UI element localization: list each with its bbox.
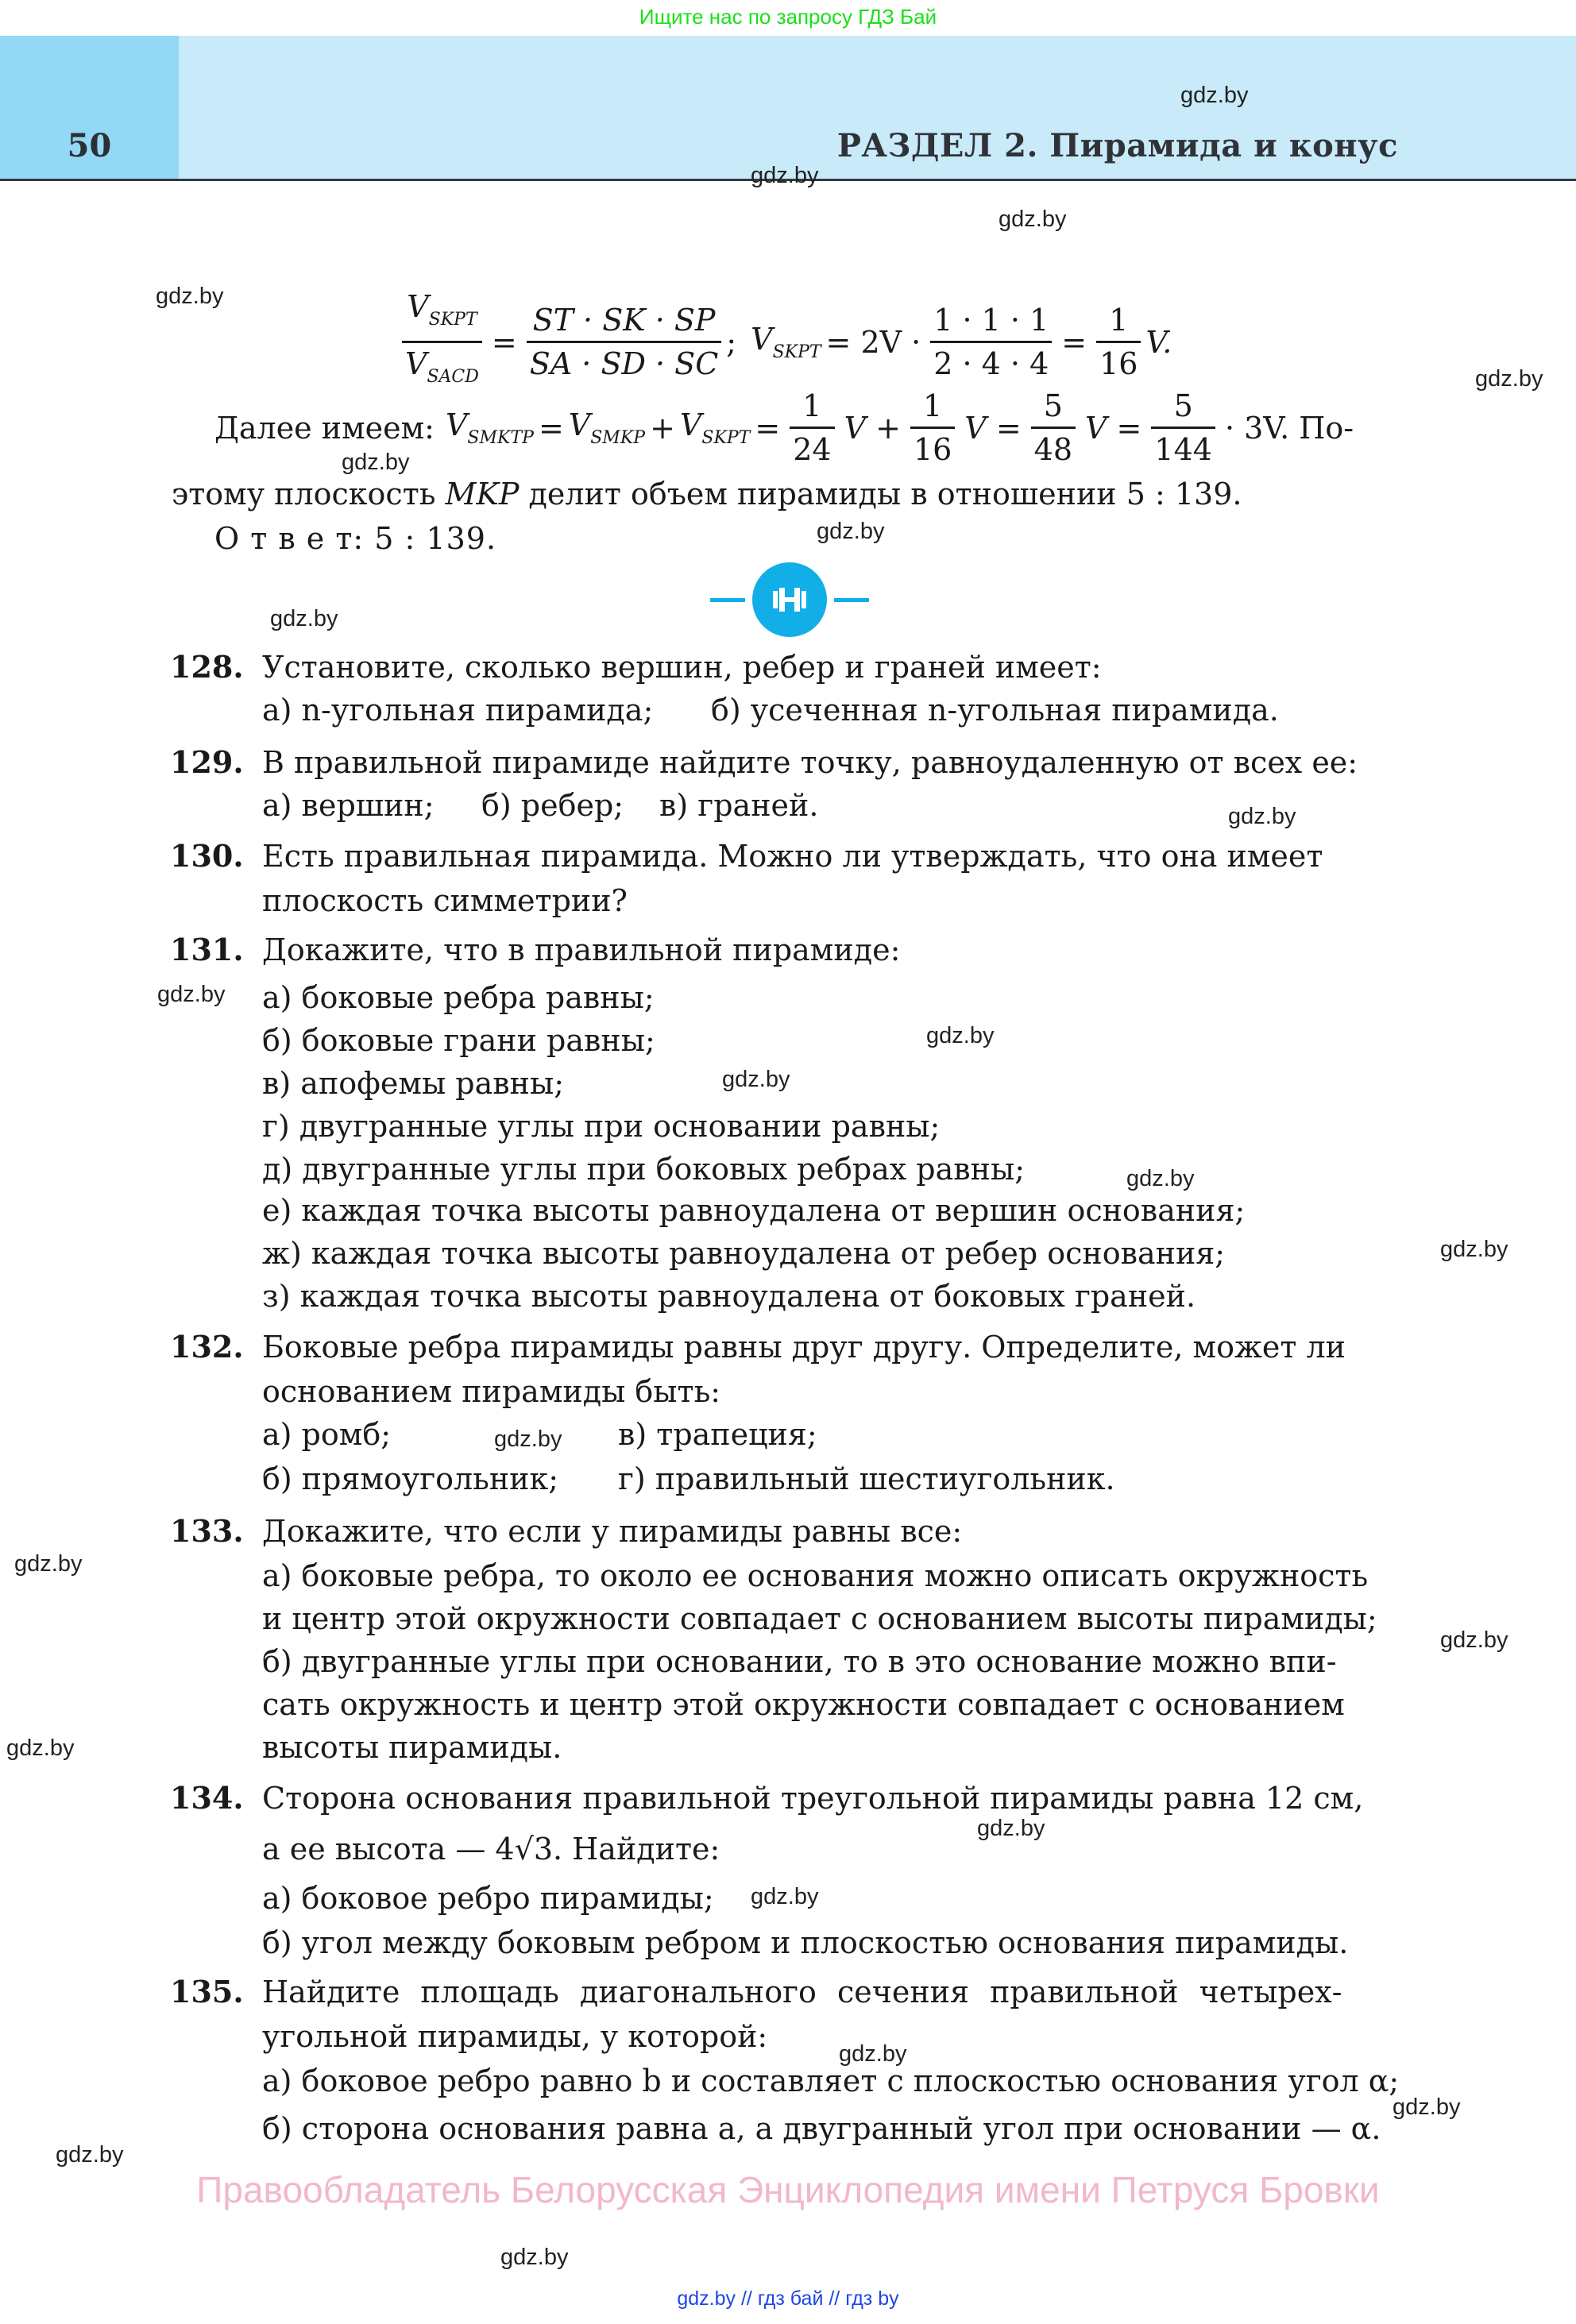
problem-part: г) правильный шестиугольник. bbox=[618, 1461, 1115, 1496]
problem-part: и центр этой окружности совпадает с основанием высоты пирамиды; bbox=[262, 1601, 1377, 1636]
subscript: SKPT bbox=[701, 428, 751, 448]
var-v: V bbox=[407, 289, 429, 324]
problem-text: угольной пирамиды, у которой: bbox=[262, 2019, 768, 2054]
problem-part: а) n-угольная пирамида; bbox=[262, 693, 654, 728]
denominator: 48 bbox=[1031, 427, 1076, 469]
numerator: 1 · 1 · 1 bbox=[933, 303, 1049, 338]
problem-part: е) каждая точка высоты равноудалена от вершин основания; bbox=[262, 1193, 1246, 1228]
problem-part: в) граней. bbox=[659, 788, 819, 823]
problem-part: а) боковые ребра, то около ее основания можно описать окружность bbox=[262, 1558, 1369, 1593]
var-v: V bbox=[568, 407, 591, 442]
watermark: gdz.by bbox=[1126, 1166, 1195, 1191]
numerator: 5 bbox=[1173, 388, 1193, 423]
problem-part: д) двугранные углы при боковых ребрах равны; bbox=[262, 1152, 1026, 1187]
problem-text: Докажите, что если у пирамиды равны все: bbox=[262, 1514, 963, 1549]
formula-tail: V. bbox=[1145, 324, 1172, 360]
subscript: SMKP bbox=[590, 428, 646, 448]
equals-sign: = bbox=[491, 324, 517, 360]
subscript: SKPT bbox=[428, 310, 477, 330]
equals-sign: = bbox=[755, 410, 781, 446]
fraction bbox=[910, 387, 955, 469]
watermark: gdz.by bbox=[817, 519, 885, 544]
formula-volume-ratio bbox=[397, 288, 1172, 396]
watermark: gdz.by bbox=[494, 1426, 562, 1452]
plane-label: MKP bbox=[445, 477, 520, 512]
lead-text: Далее имеем: bbox=[214, 410, 435, 446]
subscript: SACD bbox=[427, 367, 479, 387]
problem-number: 132. bbox=[170, 1329, 244, 1365]
var-v: V bbox=[679, 407, 702, 442]
page-number: 50 bbox=[67, 127, 112, 164]
problem-part: б) боковые грани равны; bbox=[262, 1023, 655, 1058]
plus-sign: + bbox=[650, 410, 675, 446]
problem-part: з) каждая точка высоты равноудалена от боковых граней. bbox=[262, 1279, 1196, 1314]
divider-line bbox=[710, 598, 745, 602]
fraction-result bbox=[1096, 301, 1141, 383]
watermark: gdz.by bbox=[839, 2041, 907, 2067]
search-hint-banner: Ищите нас по запросу ГДЗ Бай bbox=[639, 5, 937, 29]
problem-part: а) боковые ребра равны; bbox=[262, 980, 655, 1015]
text: этому плоскость bbox=[172, 477, 436, 512]
watermark: gdz.by bbox=[751, 1884, 819, 1909]
numerator: 5 bbox=[1043, 388, 1063, 423]
problem-text: В правильной пирамиде найдите точку, равноудаленную от всех ее: bbox=[262, 745, 1358, 780]
problem-number: 129. bbox=[170, 744, 244, 780]
fraction bbox=[1151, 387, 1215, 469]
denominator: 144 bbox=[1151, 427, 1215, 469]
watermark: gdz.by bbox=[926, 1023, 995, 1048]
problem-text: Есть правильная пирамида. Можно ли утверждать, что она имеет bbox=[262, 839, 1323, 874]
problem-text: плоскость симметрии? bbox=[262, 883, 628, 918]
page-header bbox=[0, 36, 1576, 180]
denominator: 16 bbox=[1096, 341, 1141, 383]
problem-number: 131. bbox=[170, 932, 244, 967]
watermark: gdz.by bbox=[342, 450, 410, 475]
problem-text: Боковые ребра пирамиды равны друг другу. Определите, может ли bbox=[262, 1330, 1346, 1365]
problem-part: б) усеченная n-угольная пирамида. bbox=[711, 693, 1279, 728]
problem-number: 133. bbox=[170, 1513, 244, 1549]
term: V = bbox=[964, 410, 1022, 446]
watermark: gdz.by bbox=[751, 163, 819, 188]
fraction-volume-ratio bbox=[402, 288, 482, 396]
problem-text: Докажите, что в правильной пирамиде: bbox=[262, 932, 901, 967]
numerator: 1 bbox=[802, 388, 822, 423]
subscript: SKPT bbox=[772, 342, 821, 362]
problem-part: б) ребер; bbox=[481, 788, 624, 823]
fraction-edge-ratio bbox=[527, 301, 722, 383]
watermark: gdz.by bbox=[977, 1816, 1045, 1841]
var-v: V bbox=[751, 322, 773, 357]
watermark: gdz.by bbox=[999, 207, 1067, 232]
problem-number: 130. bbox=[170, 838, 244, 874]
numerator: 1 bbox=[923, 388, 943, 423]
fraction-product bbox=[930, 301, 1052, 383]
dumbbell-icon bbox=[752, 562, 827, 637]
watermark: gdz.by bbox=[6, 1735, 75, 1761]
watermark: gdz.by bbox=[14, 1551, 83, 1577]
problem-part: сать окружность и центр этой окружности совпадает с основанием bbox=[262, 1687, 1345, 1722]
problem-text: Сторона основания правильной треугольной пирамиды равна 12 см, bbox=[262, 1781, 1364, 1816]
problem-number: 128. bbox=[170, 649, 244, 685]
term: · 3V. По- bbox=[1224, 410, 1354, 446]
problem-part: а) вершин; bbox=[262, 788, 435, 823]
problem-part: а) ромб; bbox=[262, 1417, 392, 1452]
watermark: gdz.by bbox=[500, 2245, 569, 2270]
problem-part: б) сторона основания равна a, а двугранный угол при основании — α. bbox=[262, 2111, 1381, 2146]
term: V = bbox=[1085, 410, 1142, 446]
expression: = 2V · bbox=[825, 324, 921, 360]
copyright-notice: Правообладатель Белорусская Энциклопедия имени Петруся Бровки bbox=[196, 2169, 1380, 2210]
numerator: 1 bbox=[1109, 303, 1129, 338]
problem-text: Установите, сколько вершин, ребер и граней имеет: bbox=[262, 650, 1102, 685]
watermark: gdz.by bbox=[270, 606, 338, 631]
text: делит объем пирамиды в отношении 5 : 139. bbox=[528, 477, 1242, 512]
denominator: 2 · 4 · 4 bbox=[930, 341, 1052, 383]
problem-text: а ее высота — 4√3. Найдите: bbox=[262, 1832, 720, 1867]
watermark: gdz.by bbox=[1180, 83, 1249, 108]
exercises-divider bbox=[710, 562, 869, 637]
watermark: gdz.by bbox=[157, 982, 226, 1007]
var-v: V bbox=[445, 407, 468, 442]
problem-part: б) прямоугольник; bbox=[262, 1461, 559, 1496]
separator: ; bbox=[726, 324, 737, 360]
watermark: gdz.by bbox=[1440, 1237, 1508, 1262]
var-v: V bbox=[405, 346, 427, 381]
equals-sign: = bbox=[538, 410, 564, 446]
numerator: ST · SK · SP bbox=[532, 303, 716, 338]
watermark: gdz.by bbox=[1475, 366, 1543, 392]
solution-conclusion bbox=[172, 472, 1242, 516]
term: V + bbox=[844, 410, 901, 446]
problem-part: б) угол между боковым ребром и плоскостью основания пирамиды. bbox=[262, 1925, 1349, 1960]
watermark: gdz.by bbox=[1393, 2094, 1461, 2120]
watermark: gdz.by bbox=[722, 1067, 790, 1092]
problem-text: Найдите площадь диагонального сечения правильной четырех- bbox=[262, 1975, 1342, 2009]
divider-line bbox=[834, 598, 869, 602]
problem-part: в) апофемы равны; bbox=[262, 1066, 565, 1101]
watermark: gdz.by bbox=[156, 284, 224, 309]
problem-text: основанием пирамиды быть: bbox=[262, 1374, 721, 1409]
footer-links[interactable]: gdz.by // гдз бай // гдз by bbox=[677, 2287, 899, 2310]
problem-part: а) боковое ребро пирамиды; bbox=[262, 1881, 714, 1916]
equals-sign: = bbox=[1061, 324, 1087, 360]
problem-part: ж) каждая точка высоты равноудалена от ребер основания; bbox=[262, 1236, 1226, 1271]
denominator: SA · SD · SC bbox=[527, 341, 722, 383]
problem-part: г) двугранные углы при основании равны; bbox=[262, 1109, 941, 1144]
watermark: gdz.by bbox=[1440, 1627, 1508, 1653]
problem-part: б) двугранные углы при основании, то в это основание можно впи- bbox=[262, 1644, 1337, 1679]
problem-part: а) боковое ребро равно b и составляет с плоскостью основания угол α; bbox=[262, 2063, 1400, 2098]
watermark: gdz.by bbox=[1228, 804, 1296, 829]
fraction bbox=[790, 387, 834, 469]
watermark: gdz.by bbox=[56, 2142, 124, 2168]
fraction bbox=[1031, 387, 1076, 469]
answer-line: О т в е т: 5 : 139. bbox=[214, 521, 497, 556]
denominator: 16 bbox=[910, 427, 955, 469]
section-title: РАЗДЕЛ 2. Пирамида и конус bbox=[836, 127, 1398, 164]
problem-part: высоты пирамиды. bbox=[262, 1730, 562, 1765]
denominator: 24 bbox=[790, 427, 834, 469]
problem-number: 135. bbox=[170, 1974, 244, 2009]
subscript: SMKTP bbox=[467, 428, 534, 448]
problem-number: 134. bbox=[170, 1780, 244, 1816]
problem-part: в) трапеция; bbox=[618, 1417, 817, 1452]
